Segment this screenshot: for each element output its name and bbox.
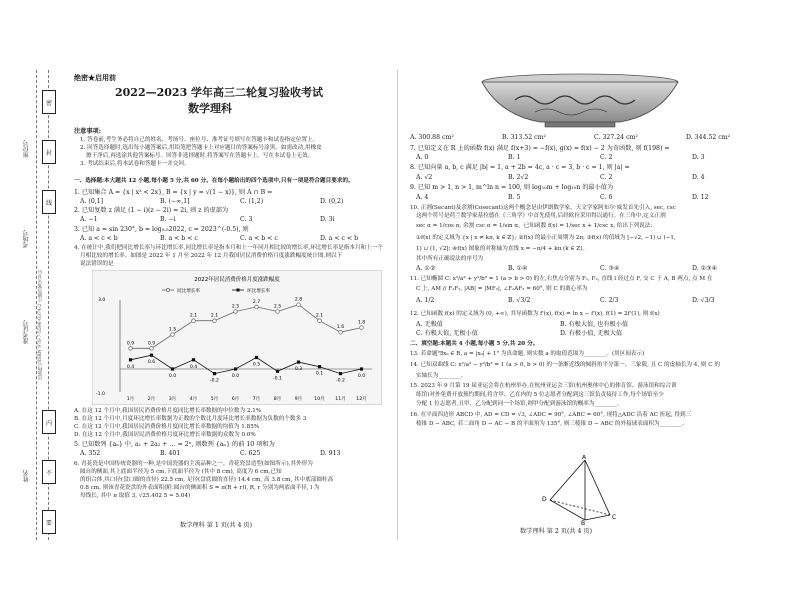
option: A. 4 — [416, 194, 429, 201]
page-footer: 数学理科 第 1 页(共 4 页) — [180, 522, 253, 529]
data-point — [297, 361, 300, 364]
option: C. 2 — [600, 154, 613, 161]
option: B. 5 — [508, 194, 521, 201]
data-label: 2.8 — [294, 297, 303, 303]
tetrahedron-figure — [540, 455, 620, 525]
question-stem: 1. 已知集合 A = {x | x² < 2x}, B = {x | y = √(1 − x)}, 则 A ∩ B = — [74, 189, 273, 196]
option: A. ①② — [416, 265, 436, 272]
page-divider — [397, 70, 398, 540]
data-label: 0.0 — [357, 374, 366, 379]
option: C. a < b < c — [240, 235, 278, 242]
binding-margin — [20, 70, 56, 540]
option: B. ①④ — [508, 265, 528, 272]
vertex-label: C — [612, 514, 617, 521]
x-tick-label: 8月 — [273, 397, 282, 402]
cpi-line-chart — [92, 270, 382, 405]
data-label: 0.4 — [126, 364, 135, 370]
section-choice: 一、选择题:本大题共 12 小题,每小题 5 分,共 60 分。在每小题给出的四个选项中,只有一项是符合题目要求的。 — [74, 178, 354, 184]
option: B. 401 — [160, 450, 181, 457]
option: C. 在这 12 个月中,我国居民消费价格月度同比增长率数据的均值为 1.85% — [74, 424, 260, 430]
data-label: -0.2 — [336, 378, 345, 384]
y-tick-label: -1.0 — [96, 392, 105, 397]
option: D. 3 — [692, 154, 705, 161]
data-label: 0.6 — [147, 360, 156, 366]
question-stem: sec α = 1/cos α, 余割 csc α = 1/sin α。已知函数 f(x) = 1/sec x + 1/csc x, 给出下列说法: — [416, 223, 653, 229]
admission-number-label: 准考证号 — [23, 320, 30, 344]
question-stem: 母线长, 其中 π 取值 3, √25.402 5 ≈ 5.04) — [80, 493, 191, 499]
data-label: 2.5 — [273, 304, 282, 310]
option: C. ③④ — [600, 265, 620, 272]
data-point — [234, 367, 237, 370]
option: A. a < c < b — [80, 235, 118, 242]
data-label: -0.2 — [210, 378, 219, 384]
option: D. 4 — [692, 174, 705, 181]
data-point — [318, 365, 321, 368]
data-point — [297, 303, 301, 307]
option: B. 2√2 — [508, 174, 529, 181]
legend-label: 同比增长率 — [177, 289, 200, 294]
question-stem: 6. 青花瓷是中国传统瓷器的一种,是中国瓷器的主流品种之一。青花瓷盘造型(如图所示),其外形为 — [74, 461, 313, 467]
option: C. (1,2) — [240, 198, 264, 205]
question-stem: 这两个符号是荷兰数学家基拉德在《三角学》中首先使用,后经欧拉采用得以通行。在三角中,定义正割 — [416, 213, 666, 219]
y-tick-label: 3.0 — [98, 298, 106, 303]
option: D. a < c < b — [320, 235, 359, 242]
option: A. 在这 12 个月中,我国居民消费价格月度同比增长率数据的中位数为 2.1% — [74, 408, 262, 414]
chart-title: 2022年居民消费价格月度涨跌幅度 — [194, 277, 280, 283]
data-point — [318, 319, 322, 323]
data-label: 1.6 — [336, 325, 345, 331]
data-label: 0.9 — [147, 341, 156, 347]
data-label: 0.0 — [168, 374, 177, 379]
x-tick-label: 3月 — [168, 397, 177, 402]
x-tick-label: 12月 — [356, 397, 367, 402]
question-stem: 9. 已知 m > 1, n > 1, m^ln n = 100, 则 log₁₀m + log₁₀n 的最小值为 — [410, 184, 614, 191]
question-stem: ①f(x) 的定义域为 {x | x ≠ kπ, k ∈ Z}; ②f(x) 的最小正周期为 2π; ③f(x) 的值域为 [−√2, −1) ∪ (−1, — [416, 235, 676, 241]
data-label: 0.4 — [189, 364, 198, 370]
seal-box: 不 — [42, 460, 56, 484]
question-stem: 10. 正割(Secant)及余割(Cosecant)这两个概念是由伊朗数学家、天文学家阿布尔·威发首先引入, sec, csc — [410, 205, 676, 211]
seal-box: 线 — [42, 190, 56, 214]
option: A. (0,1] — [80, 198, 104, 205]
option: C. 6 — [600, 194, 613, 201]
question-stem: 练馆)对外免费开放预约期间,将含甲、乙在内的 5 位志愿者分配到这三馆负责接待工作,每个场馆至少 — [416, 392, 664, 398]
option: B. 313.52 cm² — [502, 134, 546, 141]
notes-heading: 注意事项: — [74, 128, 102, 135]
data-point — [276, 310, 280, 314]
note-item: 3. 考试结束后,将本试卷和答题卡一并交回。 — [80, 161, 190, 167]
data-point — [339, 372, 342, 375]
secret-mark: 绝密★启用前 — [74, 73, 116, 82]
data-point — [171, 333, 175, 337]
note-item: 2. 回答选择题时,选出每小题答案后,用铅笔把答题卡上对应题目的答案标号涂黑。如需改动,用橡皮 — [80, 145, 322, 151]
data-point — [360, 326, 364, 330]
question-stem: C 上, AM // F₁F₂, |AB| = |MF₂|, ∠F₁AF₂ = 60°, 则 C 的离心率为 — [416, 286, 588, 292]
question-stem: 的组合体,其口径(盘口圆的直径) 22.5 cm, 足径(盘底圆的直径) 14.4 cm, 高 3.8 cm, 其中底部圆柱高 — [80, 477, 334, 483]
option: A. −1 — [80, 216, 98, 223]
option: D. 12 — [692, 194, 709, 201]
legend-label: 环比增长率 — [247, 289, 270, 294]
question-stem: 实轴长为________。 — [416, 373, 467, 379]
data-label: 2.7 — [252, 299, 261, 305]
question-stem: 0.8 cm, 则该青花瓷盘的外表面积(附:圆台的侧面积 S = π(R + r)l, R, r 分别为两底面半径, l 为 — [80, 485, 320, 491]
section-fill-in: 二、填空题:本题共 4 小题,每小题 5 分,共 20 分。 — [410, 341, 539, 347]
question-stem: 棱锥 D − ABC, 若二面角 D − AC − B 的平面角为 135°, 则三棱锥 D − ABC 的外接球表面积为________。 — [416, 421, 688, 427]
data-label: 0.0 — [231, 374, 240, 379]
question-stem: 说法错误的是 — [80, 261, 114, 267]
seal-box: 封 — [42, 140, 56, 164]
option: B. √3/2 — [508, 297, 531, 304]
data-label: 0.9 — [126, 341, 135, 347]
question-stem: 11. 已知椭圆 C: x²/a² + y²/b² = 1 (a > b > 0) 的左,右焦点分别为 F₁, F₂, 直线 l 经过点 F, 交 C 于 A, B 两点, 点 M 在 — [410, 276, 713, 282]
option: C. 327.24 cm² — [594, 134, 638, 141]
data-label: 2.1 — [210, 313, 219, 319]
data-label: -0.1 — [273, 376, 282, 382]
option: A. √2 — [416, 174, 433, 181]
x-tick-label: 2月 — [147, 397, 156, 402]
data-point — [255, 305, 259, 309]
data-point — [213, 372, 216, 375]
option: A. 1/2 — [416, 297, 435, 304]
data-point — [339, 330, 343, 334]
question-stem: 7. 已知定义在 R 上的函数 f(x) 满足 f(x+3) = −f(x), g(x) = f(x) − 2 为奇函数, 则 f(198) = — [410, 145, 670, 152]
option: C. 2 — [600, 174, 613, 181]
option: C. 625 — [240, 450, 261, 457]
data-point — [150, 354, 153, 357]
option: D. 有极小值, 无极大值 — [560, 330, 623, 337]
data-point — [192, 358, 195, 361]
data-point — [171, 367, 174, 370]
question-stem: 13. 若命题"∃x₀ ∈ R, a = |x₀| + 1" 为真命题, 则实数 a 的取值范围为________。(用区间表示) — [410, 351, 645, 357]
note-item: 擦干净后,再选涂其他答案标号。回答非选择题时,将答案写在答题卡上。写在本试卷上无效。 — [86, 153, 314, 159]
question-stem: 16. 在平面四边形 ABCD 中, AD = CD = √3, ∠ADC = 90°, ∠ABC = 60°, 现将△ADC 沿着 AC 折起, 得到三 — [410, 412, 692, 418]
vertex-label: B — [581, 520, 586, 525]
exam-title: 2022—2023 学年高三二轮复习验收考试 — [115, 86, 324, 99]
option: A. 352 — [80, 450, 101, 457]
question-stem: 圆台的侧面,其上底面半径为 5 cm,下底面半径为 (其中 8 cm), 高度为 6 cm,已知 — [80, 469, 282, 475]
seal-box: 密 — [42, 90, 56, 114]
data-point — [213, 319, 217, 323]
side-note: 出版物号ISBN 978-7-5596-0374-2 正确答案见书后 — [38, 270, 43, 381]
name-label: 姓名 — [23, 470, 30, 482]
exam-room-label: 考场号 — [23, 230, 30, 248]
data-label: 1.5 — [168, 327, 177, 333]
data-label: 0.1 — [315, 371, 324, 377]
option: B. −i — [160, 216, 176, 223]
data-label: 1.8 — [357, 320, 366, 326]
question-stem: 8. 已知向量 a, b, c 满足 |b| = 1, a + 2b = 4c, a · c = 3, b · c = 1, 则 |a| = — [410, 164, 630, 171]
question-stem: 其中所有正确说法的序号为 — [416, 256, 484, 262]
option: D. (0,2) — [320, 198, 344, 205]
option: B. a < b < c — [160, 235, 198, 242]
cut-line — [36, 70, 37, 540]
data-point — [192, 319, 196, 323]
question-stem: 15. 2023 年 9 月第 19 届亚运会将在杭州举办,在杭州亚运会三馆(杭州奥体中心的体育馆、游泳馆和综合训 — [410, 383, 677, 389]
vertex-label: D — [542, 496, 547, 503]
data-point — [129, 358, 132, 361]
question-stem: 14. 已知双曲线 C: x²/a² − y²/b² = 1 (a > 0, b > 0) 的一条渐近线的倾斜角平分第一、三象限, 且 C 的虚轴长为 4, 则 C 的 — [410, 362, 720, 368]
question-stem: 12. 已知函数 f(x) 的定义域为 (0, +∞), 其导函数为 f'(x), f(x) = ln x − f'(x), f(1) = 2f'(1), 则 f(x) — [410, 311, 660, 317]
option: C. 3 — [240, 216, 253, 223]
x-tick-label: 9月 — [294, 397, 303, 402]
option: D. ②③④ — [692, 265, 718, 272]
question-stem: 月相比较的增长率。如图是 2022 年 1 月至 2022 年 12 月我国居民消费价格月度涨跌幅度统计图,则以下 — [80, 253, 343, 259]
option: C. 有极大值, 无极小值 — [416, 330, 478, 337]
x-tick-label: 11月 — [335, 397, 346, 402]
option: A. 300.88 cm² — [410, 134, 454, 141]
vertex-label: A — [582, 455, 587, 461]
data-label: 0.3 — [294, 367, 303, 373]
data-label: 2.5 — [231, 304, 240, 310]
note-item: 1. 答卷前,考生务必将自己的姓名、考场号、座位号、准考证号填写在答题卡和试卷指定位置上。 — [80, 137, 319, 143]
page-footer: 数学理科 第 2 页(共 4 页) — [520, 528, 593, 535]
question-stem: 3. 已知 a = sin 230°, b = log₀.₅2022, c = 2023^(-0.5), 则 — [74, 226, 249, 233]
option: B. 有极大值, 也有极小值 — [560, 321, 629, 328]
x-tick-label: 4月 — [189, 397, 198, 402]
question-stem: 1) ∪ (1, √2]; ④f(x) 图象的对称轴为直线 x = −π/4 + kπ (k ∈ Z)。 — [416, 246, 588, 252]
option: D. 344.52 cm² — [686, 134, 731, 141]
data-label: 0.5 — [252, 362, 261, 368]
data-point — [129, 347, 133, 351]
porcelain-plate-image — [445, 70, 715, 130]
option: A. 0 — [416, 154, 429, 161]
option: A. 无极值 — [416, 321, 443, 328]
seal-box: 内 — [42, 410, 56, 434]
question-stem: 5. 已知数列 {aₙ} 中, a₁ + 2a₂ + … = 2ⁿ, 则数列 {aₙ} 的前 10 项和为 — [74, 441, 275, 448]
option: B. (−∞,1] — [160, 198, 190, 205]
x-tick-label: 7月 — [252, 397, 261, 402]
seat-number-label: 座位号 — [23, 140, 30, 158]
x-tick-label: 10月 — [314, 397, 325, 402]
x-tick-label: 1月 — [126, 397, 135, 402]
option: D. 913 — [320, 450, 341, 457]
data-point — [360, 367, 363, 370]
question-stem: 4. 在统计中,我们把同比增长率与环比增长率,同比增长率是指本月和上一年同月相比较的增长率,环比增长率是指本月和上一个 — [74, 245, 383, 251]
data-point — [255, 356, 258, 359]
question-stem: 分配 1 位志愿者,且甲、乙分配到同一个场馆,则甲分配到游泳馆的概率为________。 — [416, 401, 623, 407]
seal-box: 要 — [42, 510, 56, 534]
data-point — [276, 370, 279, 373]
option: D. 在这 12 个月中,我国居民消费价格月度环比增长率数据的众数为 0.0% — [74, 432, 256, 438]
option: C. 2/3 — [600, 297, 619, 304]
option: B. 1 — [508, 154, 521, 161]
data-label: 2.1 — [189, 313, 198, 319]
data-point — [150, 347, 154, 351]
option: D. 3i — [320, 216, 335, 223]
x-tick-label: 5月 — [210, 397, 219, 402]
option: B. 在这 12 个月中,月度环比增长率数据为正数的个数比月度环比增长率数据为负数的个数多 3 — [74, 416, 307, 422]
data-label: 2.1 — [315, 313, 324, 319]
question-stem: 2. 已知复数 z 满足 (1 − i)(z − 2i) = 2i, 则 z 的虚部为 — [74, 207, 229, 214]
option: D. √3/3 — [692, 297, 715, 304]
subject-title: 数学理科 — [188, 102, 232, 115]
x-tick-label: 6月 — [231, 397, 240, 402]
data-point — [234, 310, 238, 314]
